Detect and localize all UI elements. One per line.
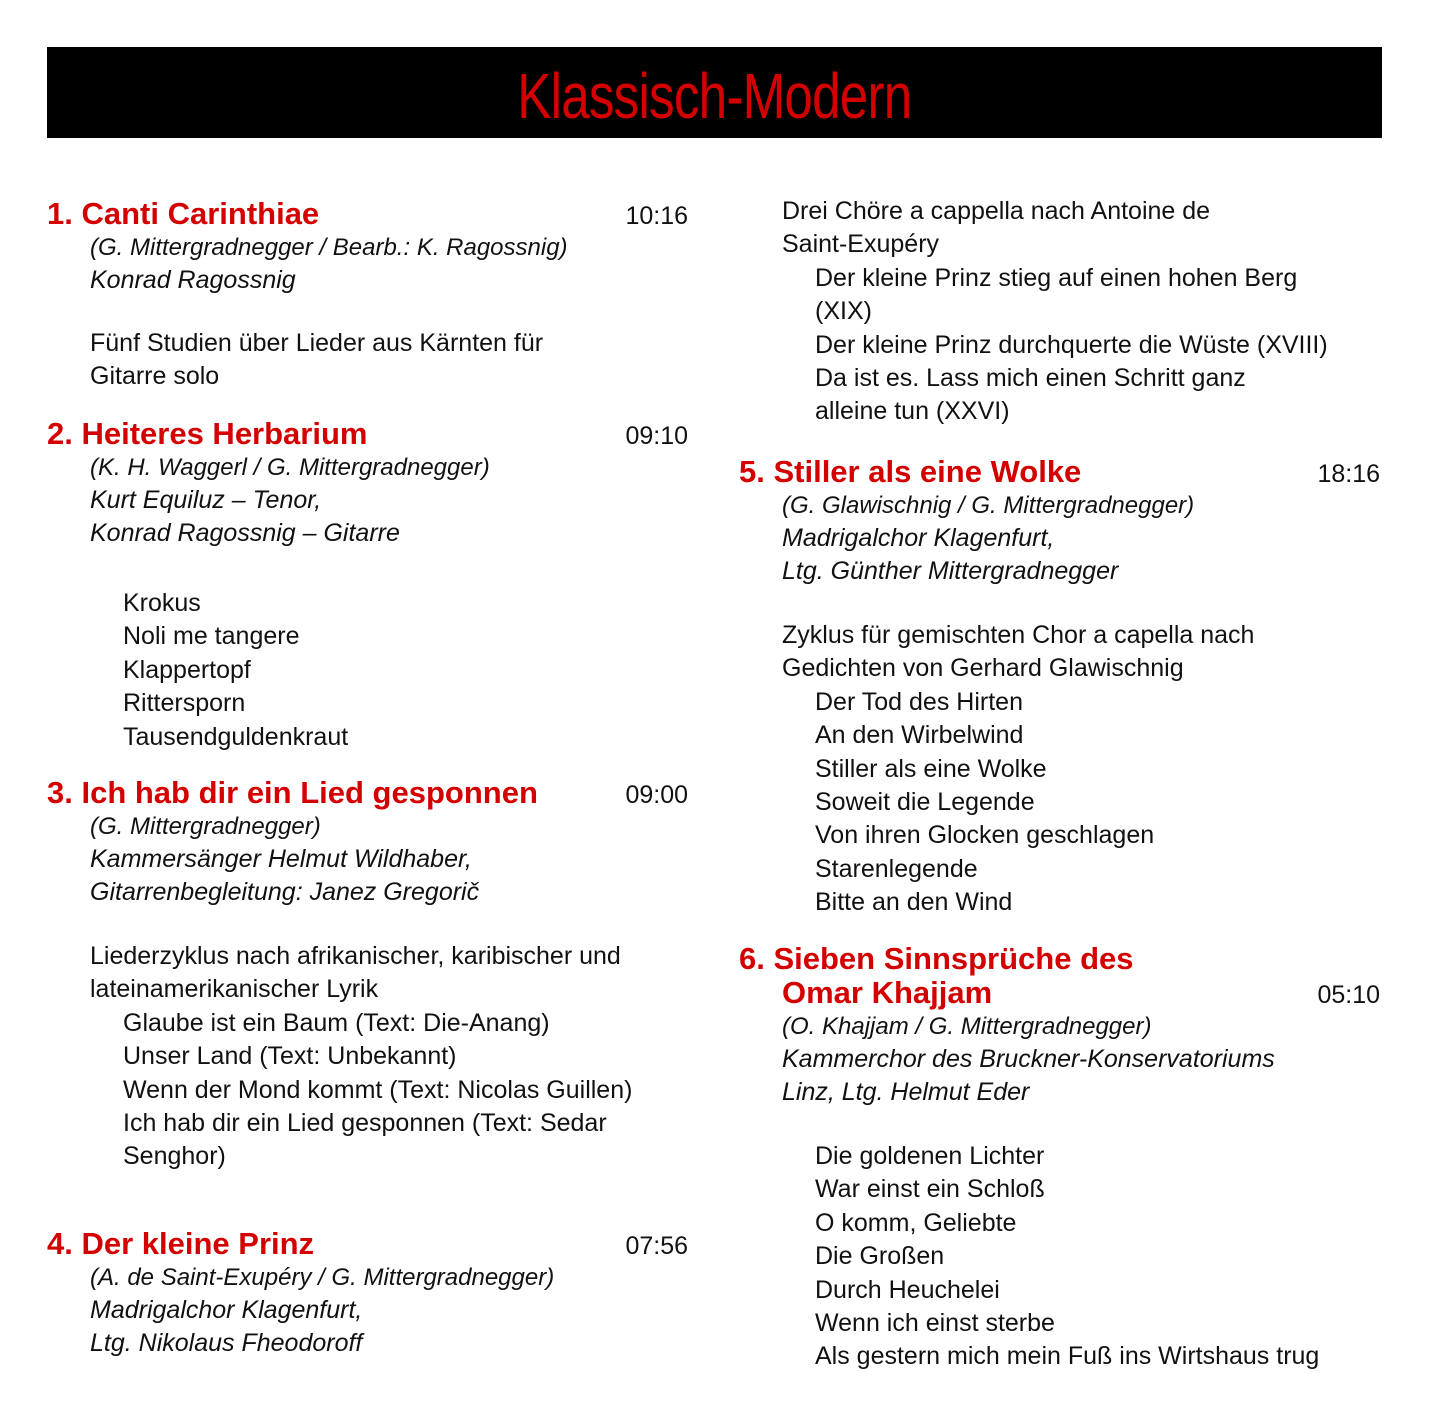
movement-item: Starenlegende xyxy=(815,854,978,883)
track-title: 6. Sieben Sinnsprüche des xyxy=(739,941,1134,976)
track-title: 4. Der kleine Prinz xyxy=(47,1226,315,1261)
track-description xyxy=(782,195,1382,262)
track-duration: 07:56 xyxy=(625,1232,688,1260)
movement-item: Die goldenen Lichter xyxy=(815,1142,1045,1170)
track-4-continued xyxy=(782,195,1382,429)
track-composer: (K. H. Waggerl / G. Mittergradnegger) xyxy=(90,454,490,481)
track-performer: Kammerchor des Bruckner-Konservatoriums xyxy=(782,1045,1275,1073)
description-line: Drei Chöre a cappella nach Antoine de xyxy=(782,197,1211,225)
description-line: Saint-Exupéry xyxy=(782,230,940,259)
movement-item: An den Wirbelwind xyxy=(815,721,1024,750)
movement-item: Unser Land (Text: Unbekannt) xyxy=(123,1042,457,1071)
movement-item: Krokus xyxy=(123,589,201,617)
track-title: 3. Ich hab dir ein Lied gesponnen xyxy=(47,775,538,810)
movement-item: Der kleine Prinz stieg auf einen hohen Berg xyxy=(815,263,1298,292)
track-1 xyxy=(47,197,688,394)
movement-item: Tausendguldenkraut xyxy=(123,722,349,751)
track-performer: Konrad Ragossnig – Gitarre xyxy=(90,519,400,547)
track-performer: Kurt Equiluz – Tenor, xyxy=(90,486,322,514)
track-description xyxy=(782,619,1380,686)
track-performer: Ltg. Nikolaus Fheodoroff xyxy=(90,1329,363,1357)
track-performer: Linz, Ltg. Helmut Eder xyxy=(782,1078,1030,1106)
track-performer: Madrigalchor Klagenfurt, xyxy=(782,524,1055,552)
movement-item: alleine tun (XXVI) xyxy=(815,397,1010,426)
title-banner xyxy=(47,47,1382,138)
track-performer: Ltg. Günther Mittergradnegger xyxy=(782,557,1119,585)
movement-item: Senghor) xyxy=(123,1142,226,1171)
page-title: Klassisch-Modern xyxy=(517,59,912,132)
track-title: 2. Heiteres Herbarium xyxy=(47,416,368,451)
track-performer: Konrad Ragossnig xyxy=(90,266,296,294)
track-header xyxy=(47,1227,688,1261)
movement-item: Der Tod des Hirten xyxy=(815,687,1023,716)
movement-item: War einst ein Schloß xyxy=(815,1175,1045,1204)
track-movements xyxy=(782,1140,1380,1374)
movement-item: Ich hab dir ein Lied gesponnen (Text: Sedar xyxy=(123,1109,607,1138)
movement-item: Rittersporn xyxy=(123,689,246,718)
track-header xyxy=(47,776,688,810)
movement-item: Von ihren Glocken geschlagen xyxy=(815,821,1155,850)
movement-item: Die Großen xyxy=(815,1242,945,1271)
track-title-line2: Omar Khajjam xyxy=(782,975,993,1010)
movement-item: Klappertopf xyxy=(123,655,251,684)
track-movements xyxy=(90,587,688,754)
track-3 xyxy=(47,776,688,1174)
track-movements xyxy=(90,1007,688,1174)
movement-item: Stiller als eine Wolke xyxy=(815,754,1047,783)
track-header xyxy=(739,455,1380,489)
track-duration: 18:16 xyxy=(1317,460,1380,488)
movement-item: O komm, Geliebte xyxy=(815,1208,1017,1237)
track-performer: Kammersänger Helmut Wildhaber, xyxy=(90,845,472,873)
movement-item: Soweit die Legende xyxy=(815,788,1035,817)
track-performer: Madrigalchor Klagenfurt, xyxy=(90,1296,363,1324)
movement-item: Durch Heuchelei xyxy=(815,1275,1000,1304)
track-performer: Gitarrenbegleitung: Janez Gregorič xyxy=(90,878,480,906)
movement-item: Bitte an den Wind xyxy=(815,888,1013,917)
track-2 xyxy=(47,417,688,754)
track-composer: (G. Mittergradnegger / Bearb.: K. Ragossnig) xyxy=(90,234,568,261)
track-duration: 05:10 xyxy=(1317,981,1380,1009)
movement-item: (XIX) xyxy=(815,297,872,326)
description-line: Zyklus für gemischten Chor a capella nach xyxy=(782,621,1255,649)
track-composer: (A. de Saint-Exupéry / G. Mittergradnegger) xyxy=(90,1264,555,1291)
track-5 xyxy=(739,455,1380,920)
track-header xyxy=(47,417,688,451)
track-composer: (O. Khajjam / G. Mittergradnegger) xyxy=(782,1013,1152,1040)
track-duration: 10:16 xyxy=(625,202,688,230)
movement-item: Als gestern mich mein Fuß ins Wirtshaus trug xyxy=(815,1342,1320,1371)
movement-item: Wenn ich einst sterbe xyxy=(815,1309,1055,1338)
movement-item: Da ist es. Lass mich einen Schritt ganz xyxy=(815,364,1246,393)
movement-item: Wenn der Mond kommt (Text: Nicolas Guillen) xyxy=(123,1075,633,1104)
description-line: Liederzyklus nach afrikanischer, karibischer und xyxy=(90,942,621,970)
track-duration: 09:10 xyxy=(625,422,688,450)
description-line: lateinamerikanischer Lyrik xyxy=(90,975,379,1004)
track-composer: (G. Glawischnig / G. Mittergradnegger) xyxy=(782,492,1195,519)
movement-item: Noli me tangere xyxy=(123,622,300,651)
description-line: Gedichten von Gerhard Glawischnig xyxy=(782,654,1184,683)
track-title: 5. Stiller als eine Wolke xyxy=(739,454,1082,489)
track-header xyxy=(47,197,688,231)
track-6 xyxy=(739,942,1380,1374)
movement-item: Glaube ist ein Baum (Text: Die-Anang) xyxy=(123,1008,550,1037)
description-line: Fünf Studien über Lieder aus Kärnten für xyxy=(90,329,544,357)
description-line: Gitarre solo xyxy=(90,362,220,391)
track-composer: (G. Mittergradnegger) xyxy=(90,813,321,840)
track-header xyxy=(739,942,1380,1010)
track-movements xyxy=(782,686,1380,920)
track-duration: 09:00 xyxy=(625,781,688,809)
track-4 xyxy=(47,1227,688,1360)
movement-item: Der kleine Prinz durchquerte die Wüste (XVIII) xyxy=(815,330,1328,359)
track-description xyxy=(90,940,688,1007)
track-title: 1. Canti Carinthiae xyxy=(47,196,320,231)
track-description xyxy=(90,327,688,394)
track-movements xyxy=(782,262,1382,429)
